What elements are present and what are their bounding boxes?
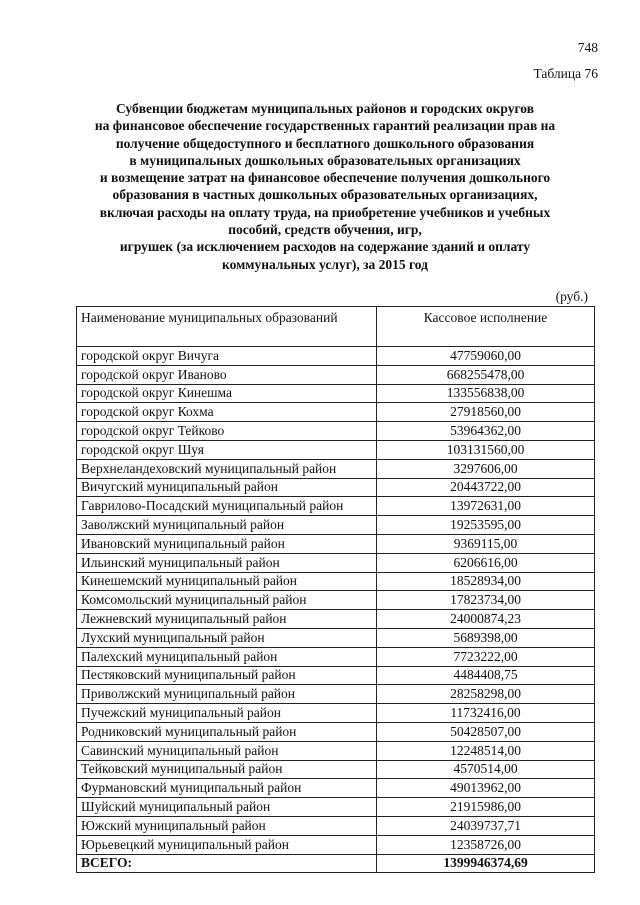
- table-row: [77, 610, 595, 629]
- amount-cell: 49013962,00: [377, 779, 595, 798]
- table-row: [77, 365, 595, 384]
- table-row: [77, 459, 595, 478]
- table-row: [77, 591, 595, 610]
- table-row: [77, 497, 595, 516]
- table-row: [77, 553, 595, 572]
- municipality-name-cell: Комсомольский муниципальный район: [77, 591, 377, 610]
- municipality-name-cell: Савинский муниципальный район: [77, 741, 377, 760]
- amount-cell: 18528934,00: [377, 572, 595, 591]
- municipality-name-cell: Ильинский муниципальный район: [77, 553, 377, 572]
- table-row: [77, 422, 595, 441]
- municipality-name-cell: городской округ Вичуга: [77, 347, 377, 366]
- title-line: образования в частных дошкольных образовательных организациях,: [112, 187, 538, 203]
- table-row: [77, 647, 595, 666]
- municipality-name-cell: Ивановский муниципальный район: [77, 534, 377, 553]
- municipality-name-cell: городской округ Шуя: [77, 440, 377, 459]
- table-row: [77, 347, 595, 366]
- table-row: [77, 572, 595, 591]
- table-row: [77, 685, 595, 704]
- table-row: [77, 440, 595, 459]
- amount-cell: 668255478,00: [377, 365, 595, 384]
- amount-cell: 6206616,00: [377, 553, 595, 572]
- table-row: [77, 384, 595, 403]
- municipality-name-cell: Юрьевецкий муниципальный район: [77, 835, 377, 854]
- municipality-name-cell: Лухский муниципальный район: [77, 628, 377, 647]
- title-line: включая расходы на оплату труда, на приобретение учебников и учебных: [99, 204, 551, 220]
- municipality-name-cell: городской округ Кинешма: [77, 384, 377, 403]
- column-header-value: Кассовое исполнение: [377, 307, 595, 347]
- amount-cell: 47759060,00: [377, 347, 595, 366]
- table-row: [77, 628, 595, 647]
- table-row: [77, 741, 595, 760]
- municipality-name-cell: Приволжский муниципальный район: [77, 685, 377, 704]
- municipality-name-cell: городской округ Кохма: [77, 403, 377, 422]
- table-row: [77, 760, 595, 779]
- amount-cell: 17823734,00: [377, 591, 595, 610]
- title-line: коммунальных услуг), за 2015 год: [222, 256, 428, 272]
- amount-cell: 12248514,00: [377, 741, 595, 760]
- municipality-name-cell: Родниковский муниципальный район: [77, 722, 377, 741]
- table-row: [77, 478, 595, 497]
- title-line: на финансовое обеспечение государственных гарантий реализации прав на: [94, 118, 556, 134]
- municipality-name-cell: Пучежский муниципальный район: [77, 704, 377, 723]
- municipality-name-cell: Южский муниципальный район: [77, 816, 377, 835]
- municipality-name-cell: городской округ Иваново: [77, 365, 377, 384]
- amount-cell: 4484408,75: [377, 666, 595, 685]
- municipality-name-cell: Верхнеландеховский муниципальный район: [77, 459, 377, 478]
- unit-label: (руб.): [555, 289, 588, 304]
- amount-cell: 7723222,00: [377, 647, 595, 666]
- table-header-row: [77, 307, 595, 347]
- municipality-name-cell: Шуйский муниципальный район: [77, 798, 377, 817]
- budget-table: [76, 306, 595, 873]
- amount-cell: 53964362,00: [377, 422, 595, 441]
- page-number: 748: [577, 40, 598, 55]
- amount-cell: 27918560,00: [377, 403, 595, 422]
- amount-cell: 28258298,00: [377, 685, 595, 704]
- municipality-name-cell: Палехский муниципальный район: [77, 647, 377, 666]
- table-row: [77, 798, 595, 817]
- total-row: [77, 854, 595, 873]
- amount-cell: 4570514,00: [377, 760, 595, 779]
- amount-cell: 20443722,00: [377, 478, 595, 497]
- total-value: 1399946374,69: [377, 854, 595, 873]
- total-label: ВСЕГО:: [77, 854, 377, 873]
- amount-cell: 12358726,00: [377, 835, 595, 854]
- table-row: [77, 534, 595, 553]
- amount-cell: 24000874,23: [377, 610, 595, 629]
- table-row: [77, 779, 595, 798]
- table-row: [77, 666, 595, 685]
- table-body: [77, 347, 595, 873]
- column-header-name: Наименование муниципальных образований: [77, 307, 377, 347]
- amount-cell: 24039737,71: [377, 816, 595, 835]
- amount-cell: 5689398,00: [377, 628, 595, 647]
- table-row: [77, 704, 595, 723]
- title-line: игрушек (за исключением расходов на содержание зданий и оплату: [119, 239, 531, 255]
- amount-cell: 50428507,00: [377, 722, 595, 741]
- municipality-name-cell: Кинешемский муниципальный район: [77, 572, 377, 591]
- municipality-name-cell: Гаврилово-Посадский муниципальный район: [77, 497, 377, 516]
- amount-cell: 19253595,00: [377, 516, 595, 535]
- title-line: в муниципальных дошкольных образовательных организациях: [129, 152, 521, 168]
- amount-cell: 133556838,00: [377, 384, 595, 403]
- municipality-name-cell: Лежневский муниципальный район: [77, 610, 377, 629]
- table-row: [77, 835, 595, 854]
- amount-cell: 13972631,00: [377, 497, 595, 516]
- table-row: [77, 516, 595, 535]
- document-title: [52, 100, 598, 273]
- municipality-name-cell: Пестяковский муниципальный район: [77, 666, 377, 685]
- municipality-name-cell: Тейковский муниципальный район: [77, 760, 377, 779]
- amount-cell: 21915986,00: [377, 798, 595, 817]
- table-row: [77, 403, 595, 422]
- title-line: пособий, средств обучения, игр,: [228, 222, 422, 238]
- amount-cell: 103131560,00: [377, 440, 595, 459]
- table-row: [77, 816, 595, 835]
- amount-cell: 11732416,00: [377, 704, 595, 723]
- title-line: получение общедоступного и бесплатного дошкольного образования: [115, 135, 535, 151]
- amount-cell: 9369115,00: [377, 534, 595, 553]
- municipality-name-cell: Вичугский муниципальный район: [77, 478, 377, 497]
- municipality-name-cell: городской округ Тейково: [77, 422, 377, 441]
- table-label: Таблица 76: [533, 66, 598, 81]
- amount-cell: 3297606,00: [377, 459, 595, 478]
- title-line: Субвенции бюджетам муниципальных районов и городских округов: [115, 101, 535, 116]
- table-row: [77, 722, 595, 741]
- municipality-name-cell: Заволжский муниципальный район: [77, 516, 377, 535]
- municipality-name-cell: Фурмановский муниципальный район: [77, 779, 377, 798]
- title-line: и возмещение затрат на финансовое обеспечение получения дошкольного: [99, 170, 551, 186]
